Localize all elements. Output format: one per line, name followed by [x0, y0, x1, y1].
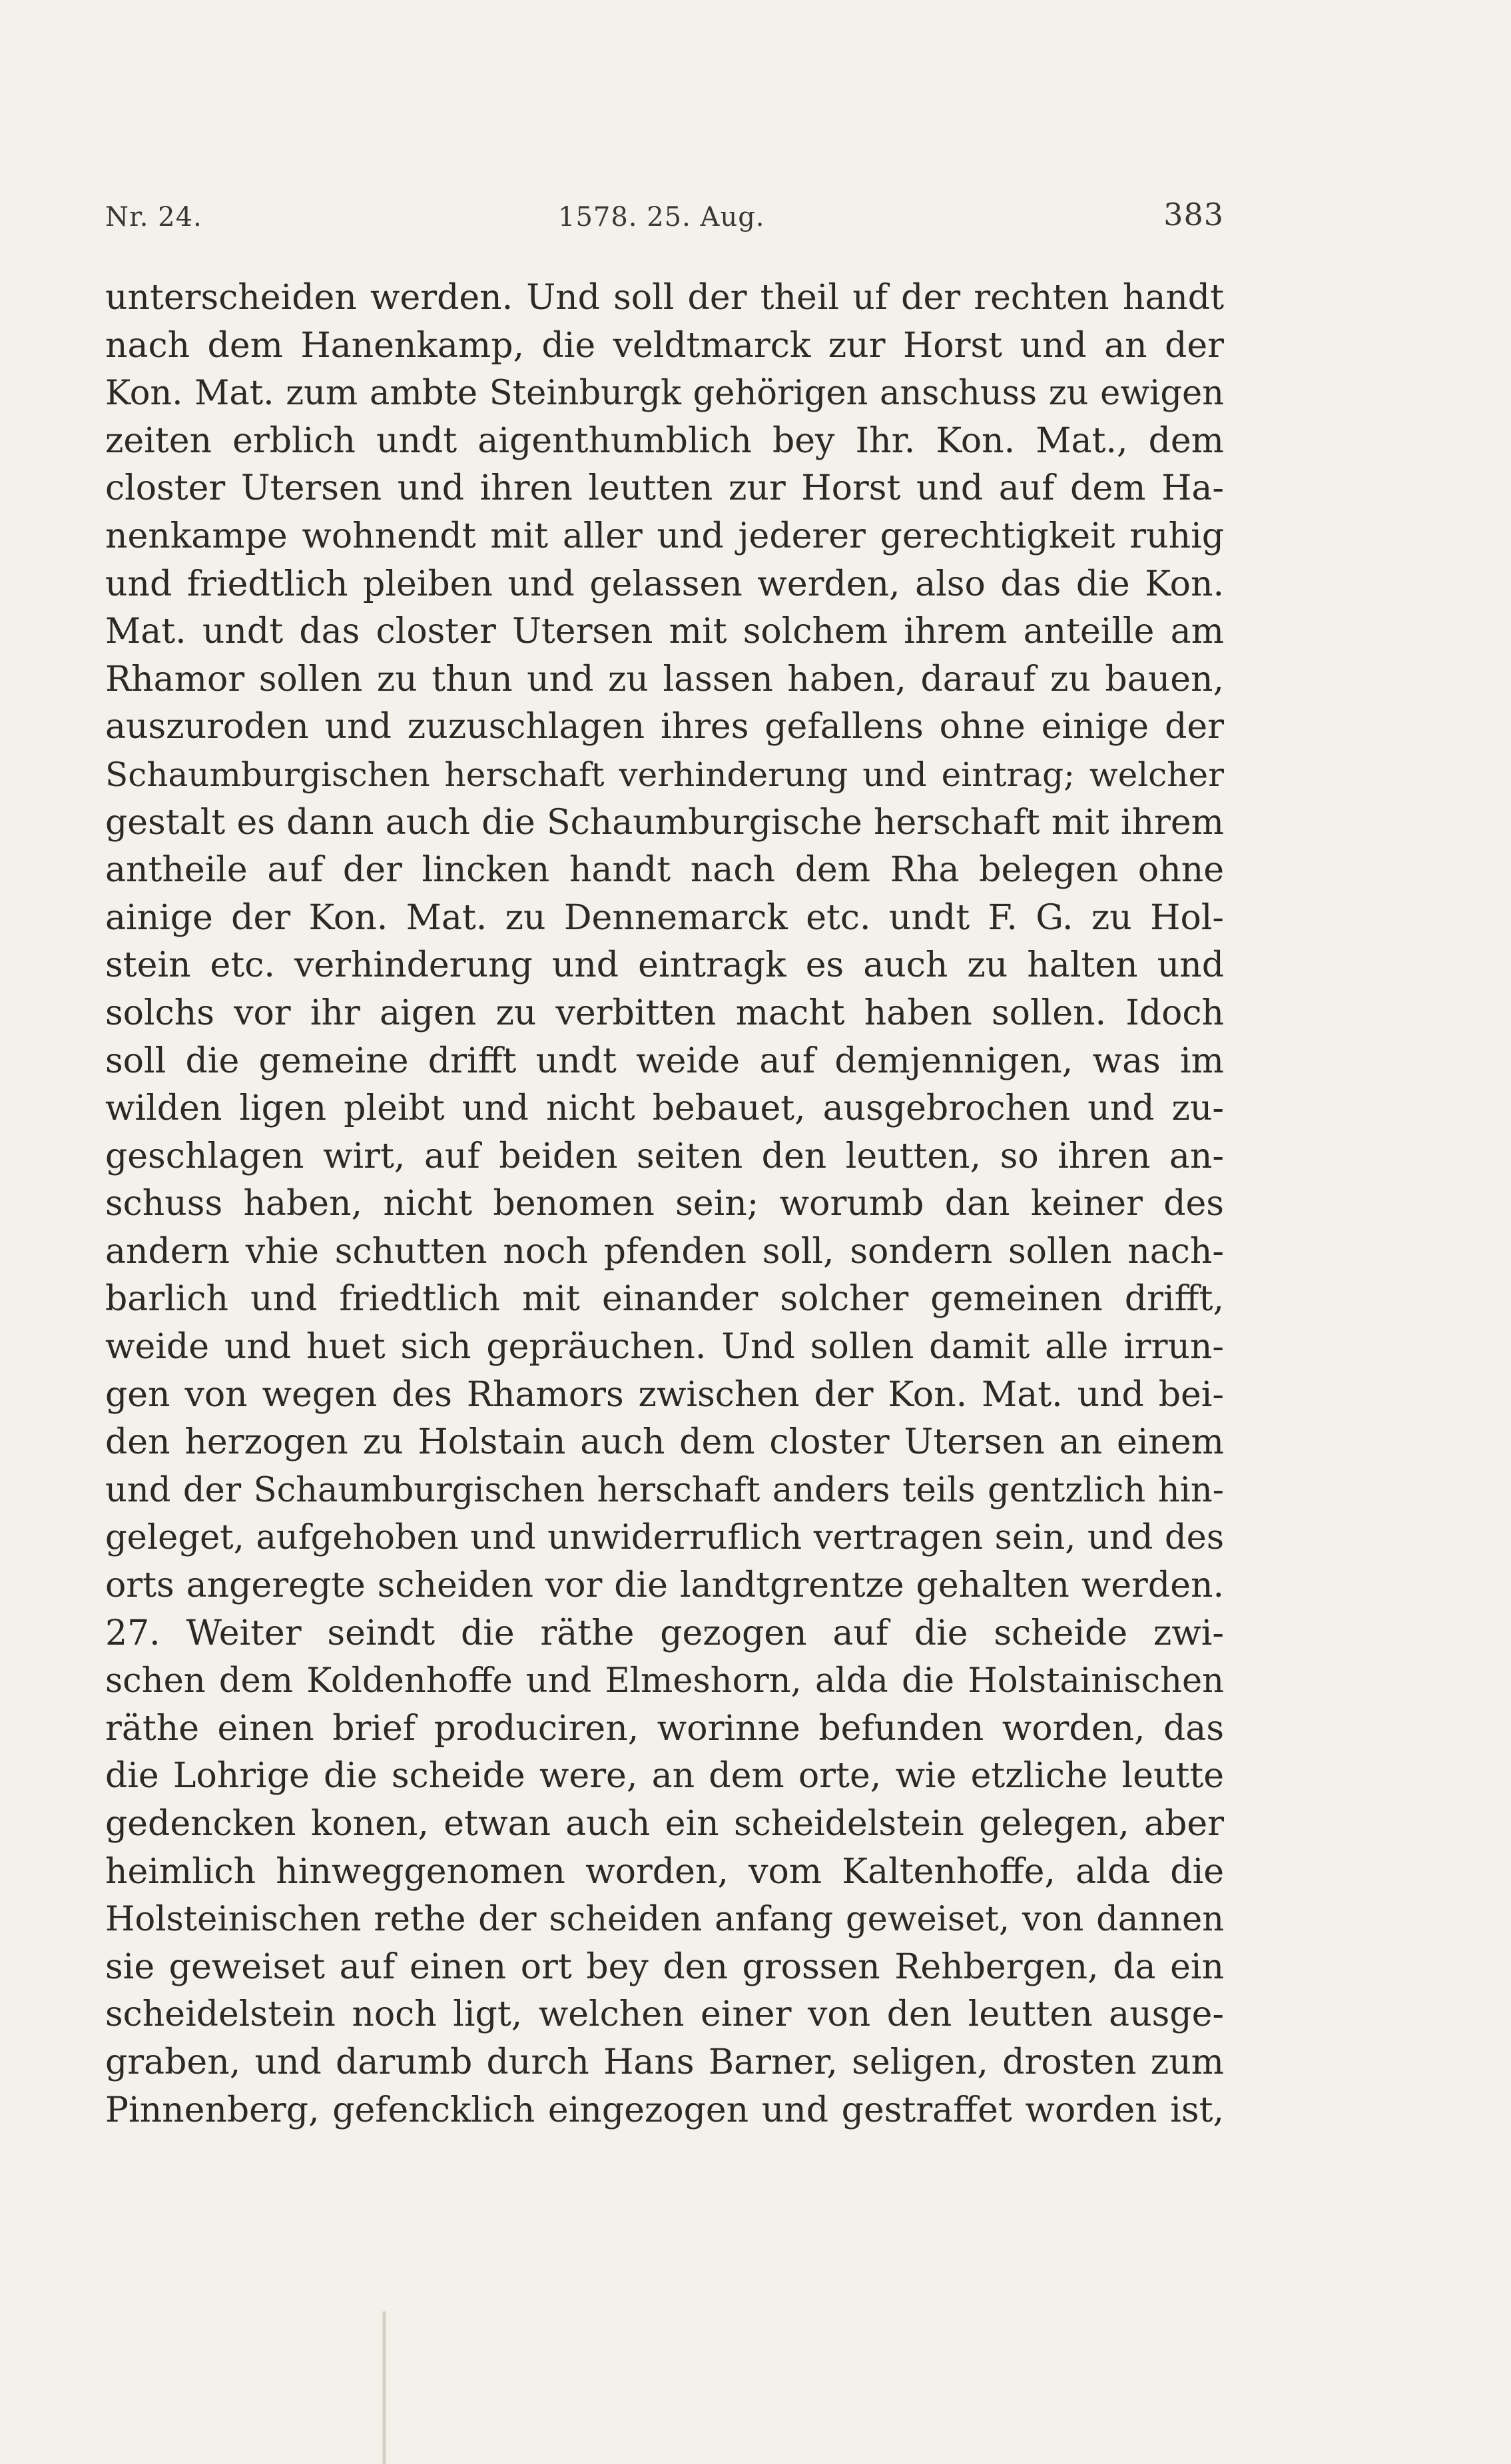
text-line: die Lohrige die scheide were, an dem orte, wie etzliche leutte — [105, 1756, 1224, 1797]
text-line: schuss haben, nicht benomen sein; worumb dan keiner des — [105, 1184, 1224, 1224]
text-line: zeiten erblich undt aigenthumblich bey Ihr. Kon. Mat., dem — [105, 420, 1224, 461]
text-line: sie geweiset auf einen ort bey den grossen Rehbergen, da ein — [105, 1946, 1224, 1987]
text-line: heimlich hinweggenomen worden, vom Kaltenhoffe, alda die — [105, 1851, 1224, 1892]
text-line: wilden ligen pleibt und nicht bebauet, ausgebrochen und zu- — [105, 1088, 1224, 1129]
text-line: graben, und darumb durch Hans Barner, seligen, drosten zum — [105, 2042, 1224, 2082]
text-line: gen von wegen des Rhamors zwischen der Kon. Mat. und bei- — [105, 1374, 1224, 1415]
text-line: den herzogen zu Holstain auch dem closter Utersen an einem — [105, 1422, 1224, 1463]
text-line: ainige der Kon. Mat. zu Dennemarck etc. undt F. G. zu Hol- — [105, 897, 1224, 938]
text-line: Pinnenberg, gefencklich eingezogen und gestraffet worden ist, — [105, 2090, 1224, 2130]
text-line: unterscheiden werden. Und soll der theil uf der rechten handt — [105, 278, 1224, 318]
text-line: barlich und friedtlich mit einander solcher gemeinen drifft, — [105, 1279, 1224, 1320]
body-text — [105, 274, 1224, 2134]
text-line: räthe einen brief produciren, worinne befunden worden, das — [105, 1708, 1224, 1749]
text-line: gestalt es dann auch die Schaumburgische herschaft mit ihrem — [105, 802, 1224, 843]
document-number: Nr. 24. — [105, 202, 202, 232]
text-line: geleget, aufgehoben und unwiderruflich vertragen sein, und des — [105, 1518, 1224, 1558]
text-line: scheidelstein noch ligt, welchen einer von den leutten ausge- — [105, 1994, 1224, 2035]
text-line: nenkampe wohnendt mit aller und jederer gerechtigkeit ruhig — [105, 516, 1224, 556]
text-line: Kon. Mat. zum ambte Steinburgk gehörigen anschuss zu ewigen — [105, 374, 1224, 414]
document-date: 1578. 25. Aug. — [558, 202, 765, 232]
page-number: 383 — [1163, 197, 1224, 232]
text-line: nach dem Hanenkamp, die veldtmarck zur Horst und an der — [105, 325, 1224, 366]
text-line: antheile auf der lincken handt nach dem Rha belegen ohne — [105, 850, 1224, 891]
text-line: geschlagen wirt, auf beiden seiten den leutten, so ihren an- — [105, 1136, 1224, 1176]
text-line: stein etc. verhinderung und eintragk es auch zu halten und — [105, 945, 1224, 986]
text-line: auszuroden und zuzuschlagen ihres gefallens ohne einige der — [105, 707, 1224, 747]
text-line: soll die gemeine drifft undt weide auf demjennigen, was im — [105, 1040, 1224, 1081]
text-line: Mat. undt das closter Utersen mit solchem ihrem anteille am — [105, 612, 1224, 652]
text-line: closter Utersen und ihren leutten zur Horst und auf dem Ha- — [105, 468, 1224, 509]
text-line: solchs vor ihr aigen zu verbitten macht haben sollen. Idoch — [105, 993, 1224, 1033]
text-line: Rhamor sollen zu thun und zu lassen haben, darauf zu bauen, — [105, 659, 1224, 699]
text-line: orts angeregte scheiden vor die landtgrentze gehalten werden. — [105, 1565, 1224, 1606]
text-line: weide und huet sich gepräuchen. Und sollen damit alle irrun- — [105, 1327, 1224, 1368]
text-line: andern vhie schutten noch pfenden soll, sondern sollen nach- — [105, 1231, 1224, 1272]
running-head — [105, 197, 1224, 236]
text-line: Holsteinischen rethe der scheiden anfang geweiset, von dannen — [105, 1900, 1224, 1940]
text-line: und friedtlich pleiben und gelassen werden, also das die Kon. — [105, 564, 1224, 604]
text-line: und der Schaumburgischen herschaft anders teils gentzlich hin- — [105, 1470, 1224, 1510]
page-crease — [382, 2311, 386, 2464]
text-line: Schaumburgischen herschaft verhinderung und eintrag; welcher — [105, 755, 1224, 794]
text-line: 27. Weiter seindt die räthe gezogen auf die scheide zwi- — [105, 1613, 1224, 1653]
text-line: schen dem Koldenhoffe und Elmeshorn, alda die Holstainischen — [105, 1661, 1224, 1701]
text-line: gedencken konen, etwan auch ein scheidelstein gelegen, aber — [105, 1804, 1224, 1844]
